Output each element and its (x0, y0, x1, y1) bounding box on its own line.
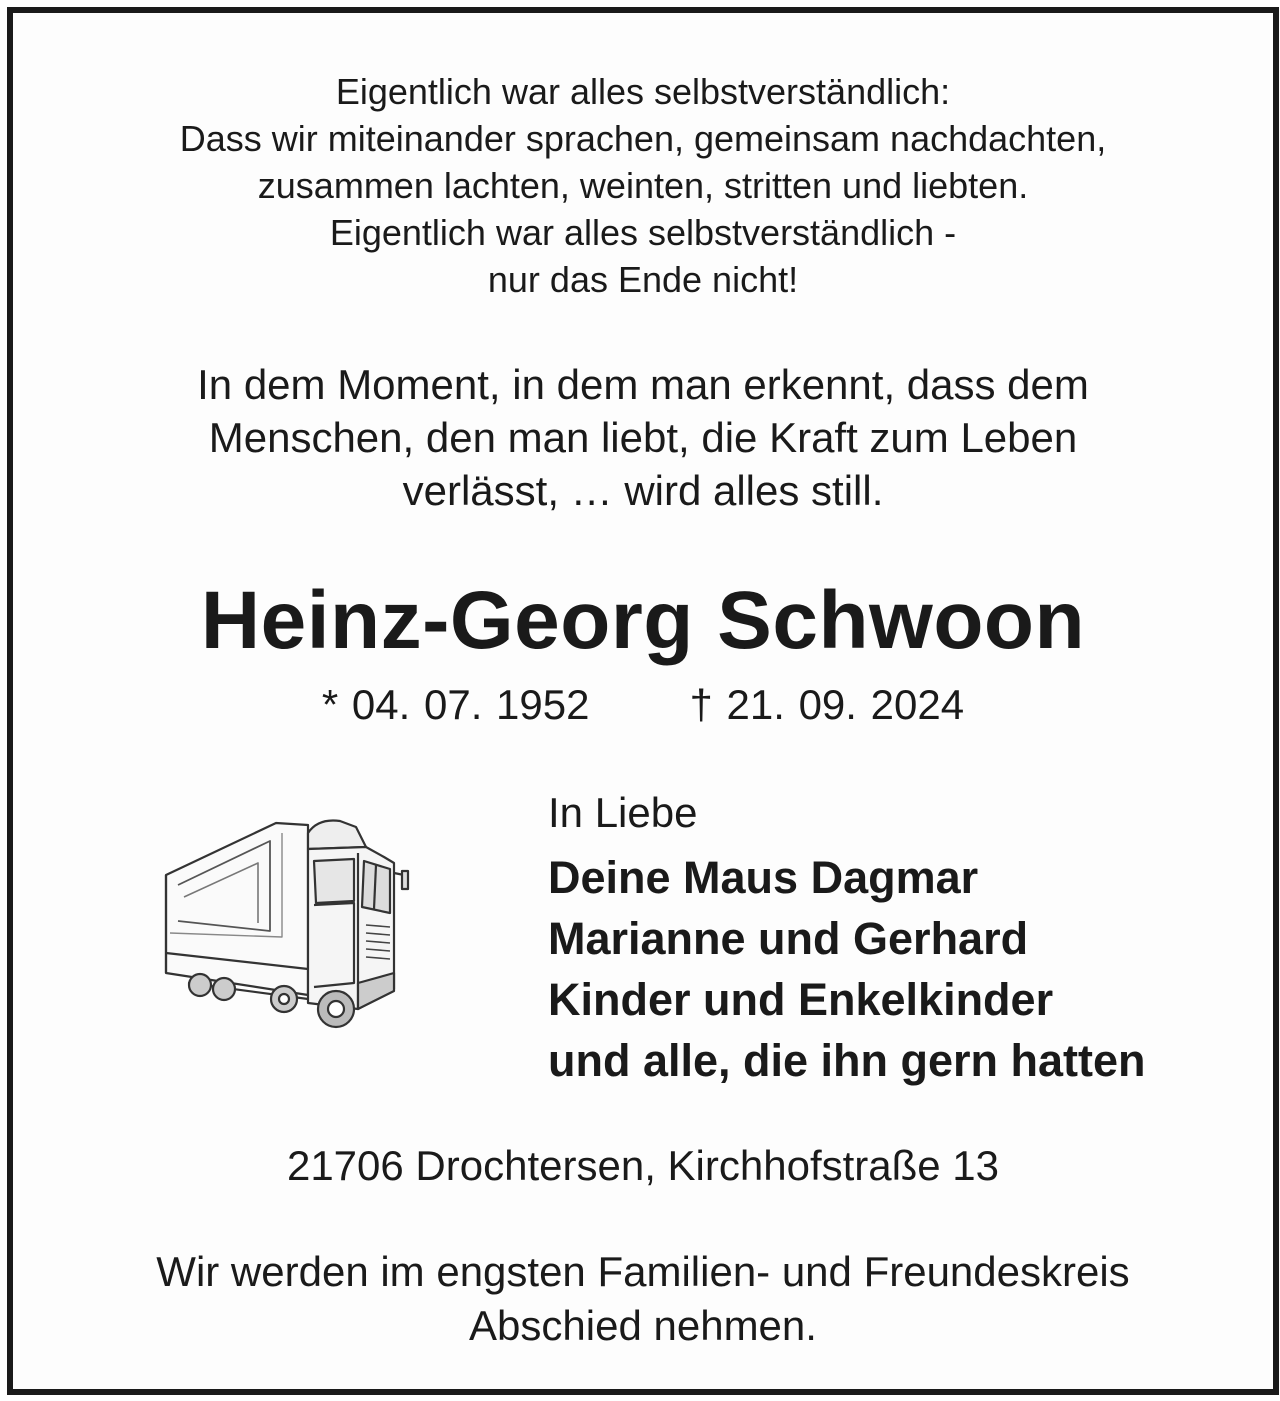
obituary-notice (7, 7, 1279, 1395)
address: 21706 Drochtersen, Kirchhofstraße 13 (286, 1142, 1000, 1189)
life-dates (13, 678, 1273, 732)
poem-line: Menschen, den man liebt, die Kraft zum Leben (208, 414, 1078, 461)
poem-line: Eigentlich war alles selbstverständlich - (329, 212, 957, 253)
poem-line: verlässt, … wird alles still. (402, 467, 884, 514)
mourners-block (548, 783, 1146, 1091)
mourners-intro: In Liebe (548, 789, 698, 836)
second-poem (13, 358, 1273, 517)
poem-line: In dem Moment, in dem man erkennt, dass dem (197, 361, 1089, 408)
mourner-line: Kinder und Enkelkinder (548, 974, 1054, 1025)
closing-line: Wir werden im engsten Familien- und Freundeskreis (156, 1248, 1130, 1295)
mourner-line: und alle, die ihn gern hatten (548, 1035, 1146, 1086)
poem-line: Eigentlich war alles selbstverständlich: (335, 71, 951, 112)
opening-poem (13, 68, 1273, 303)
truck-icon (158, 813, 478, 1053)
mourner-line: Deine Maus Dagmar (548, 852, 979, 903)
deceased-name: Heinz-Georg Schwoon (200, 575, 1086, 666)
death-date: † 21. 09. 2024 (689, 681, 965, 728)
closing-line: Abschied nehmen. (469, 1302, 817, 1349)
birth-date: * 04. 07. 1952 (321, 681, 590, 728)
poem-line: nur das Ende nicht! (487, 259, 799, 300)
poem-line: zusammen lachten, weinten, stritten und liebten. (257, 165, 1029, 206)
mourner-line: Marianne und Gerhard (548, 913, 1029, 964)
closing-note (13, 1245, 1273, 1353)
poem-line: Dass wir miteinander sprachen, gemeinsam nachdachten, (179, 118, 1107, 159)
